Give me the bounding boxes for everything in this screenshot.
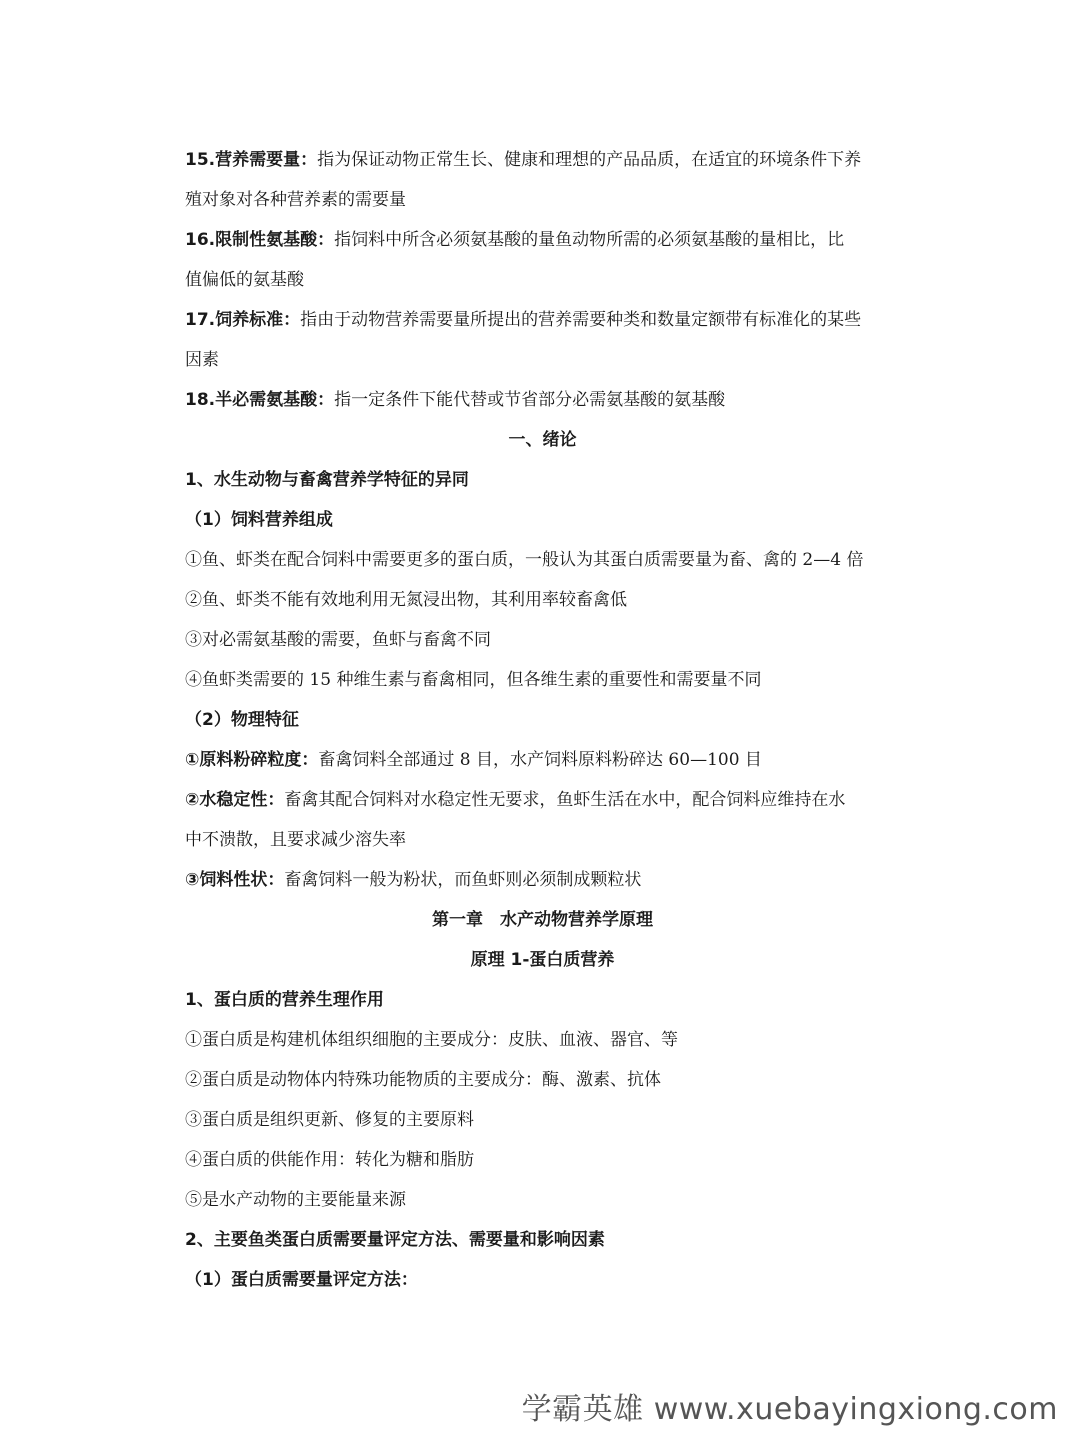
definition-term: 17.饲养标准：: [185, 310, 301, 330]
definition-text: 指饲料中所含必须氨基酸的量鱼动物所需的必须氨基酸的量相比，比: [334, 230, 845, 250]
list-item: ⑤是水产动物的主要能量来源: [185, 1190, 406, 1210]
item-text: 畜禽其配合饲料对水稳定性无要求，鱼虾生活在水中，配合饲料应维持在水: [284, 790, 846, 810]
definition-text: 指为保证动物正常生长、健康和理想的产品品质，在适宜的环境条件下养: [317, 150, 862, 170]
list-item: ③蛋白质是组织更新、修复的主要原料: [185, 1110, 474, 1130]
definition-15-cont: 殖对象对各种营养素的需要量: [185, 190, 406, 210]
definition-16-cont: 值偏低的氨基酸: [185, 270, 304, 290]
list-item: ④蛋白质的供能作用：转化为糖和脂肪: [185, 1150, 474, 1170]
section-heading-intro: 一、绪论: [508, 430, 577, 450]
subheading: （1）饲料营养组成: [185, 510, 333, 530]
list-item-cont: 中不溃散，且要求减少溶失率: [185, 830, 406, 850]
definition-term: 15.营养需要量：: [185, 150, 318, 170]
definition-15: [185, 140, 900, 180]
item-text: 畜禽饲料全部通过 8 目，水产饲料原料粉碎达 60—100 目: [318, 750, 762, 770]
document-page: [185, 140, 900, 1300]
definition-term: 18.半必需氨基酸：: [185, 390, 335, 410]
definition-16: [185, 220, 900, 260]
watermark: 学霸英雄 www.xuebayingxiong.com: [521, 1392, 1058, 1427]
question-heading: 1、水生动物与畜禽营养学特征的异同: [185, 470, 469, 490]
definition-text: 指一定条件下能代替或节省部分必需氨基酸的氨基酸: [334, 390, 726, 410]
chapter-subheading: 原理 1-蛋白质营养: [470, 950, 615, 970]
list-item: ①鱼、虾类在配合饲料中需要更多的蛋白质，一般认为其蛋白质需要量为畜、禽的 2—4 倍: [185, 550, 864, 570]
list-item: ④鱼虾类需要的 15 种维生素与畜禽相同，但各维生素的重要性和需要量不同: [185, 670, 762, 690]
list-item: ②鱼、虾类不能有效地利用无氮浸出物，其利用率较畜禽低: [185, 590, 627, 610]
subheading: （2）物理特征: [185, 710, 299, 730]
item-term: ③饲料性状：: [185, 870, 285, 890]
list-item: ①蛋白质是构建机体组织细胞的主要成分：皮肤、血液、器官、等: [185, 1030, 678, 1050]
list-item: [185, 740, 900, 780]
item-term: ②水稳定性：: [185, 790, 285, 810]
definition-text: 指由于动物营养需要量所提出的营养需要种类和数量定额带有标准化的某些: [300, 310, 862, 330]
definition-18: [185, 380, 900, 420]
question-heading: 1、蛋白质的营养生理作用: [185, 990, 384, 1010]
item-term: ①原料粉碎粒度：: [185, 750, 319, 770]
list-item: [185, 780, 900, 820]
question-heading: 2、主要鱼类蛋白质需要量评定方法、需要量和影响因素: [185, 1230, 605, 1250]
definition-17-cont: 因素: [185, 350, 219, 370]
definition-term: 16.限制性氨基酸：: [185, 230, 335, 250]
chapter-heading: 第一章 水产动物营养学原理: [432, 910, 653, 930]
definition-17: [185, 300, 900, 340]
list-item: [185, 860, 900, 900]
item-text: 畜禽饲料一般为粉状，而鱼虾则必须制成颗粒状: [284, 870, 642, 890]
list-item: ②蛋白质是动物体内特殊功能物质的主要成分：酶、激素、抗体: [185, 1070, 661, 1090]
list-item: ③对必需氨基酸的需要，鱼虾与畜禽不同: [185, 630, 491, 650]
subheading: （1）蛋白质需要量评定方法：: [185, 1270, 418, 1290]
